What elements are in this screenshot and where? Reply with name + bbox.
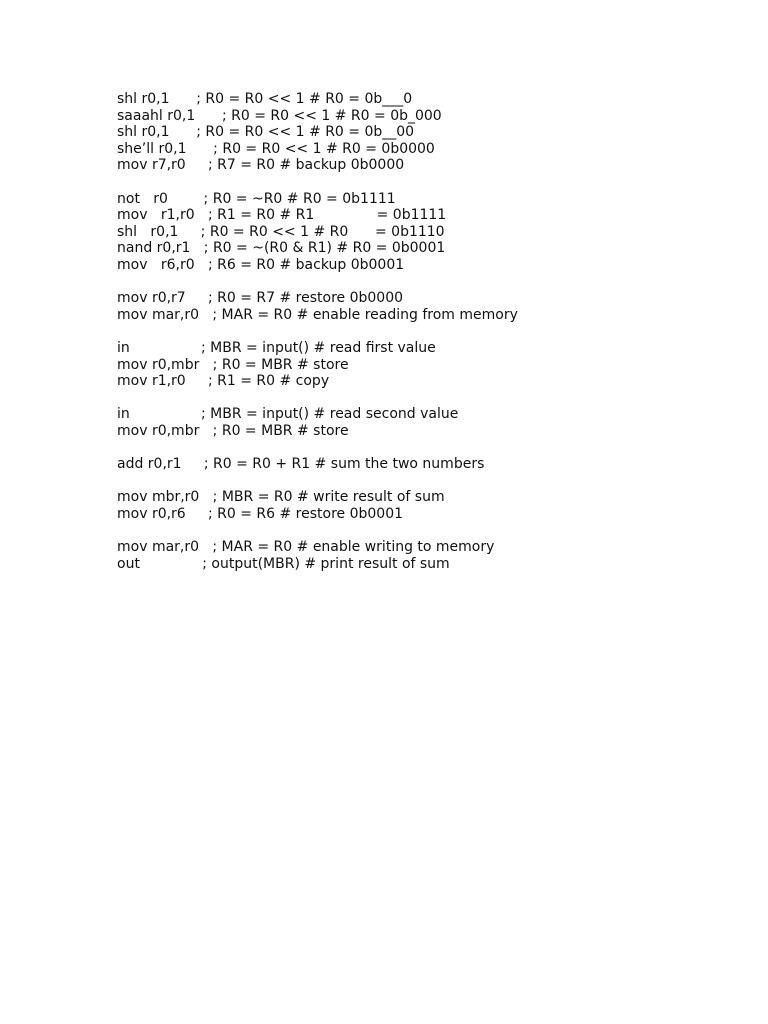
code-line: shl r0,1 ; R0 = R0 << 1 # R0 = 0b__00 (117, 124, 415, 141)
code-line: mov r1,r0 ; R1 = R0 # copy (117, 373, 330, 390)
code-line: mov r6,r0 ; R6 = R0 # backup 0b0001 (117, 256, 405, 273)
blank-line (117, 174, 737, 191)
code-line: mov r0,mbr ; R0 = MBR # store (117, 422, 349, 439)
code-line: nand r0,r1 ; R0 = ~(R0 & R1) # R0 = 0b0001 (117, 240, 446, 257)
blank-line (117, 323, 737, 340)
code-line: out ; output(MBR) # print result of sum (117, 555, 450, 572)
blank-line (117, 390, 737, 407)
code-line: mov mar,r0 ; MAR = R0 # enable writing to memory (117, 539, 495, 556)
code-line: in ; MBR = input() # read first value (117, 339, 436, 356)
code-line: saaahl r0,1 ; R0 = R0 << 1 # R0 = 0b_000 (117, 107, 442, 124)
code-line: mov mar,r0 ; MAR = R0 # enable reading from memory (117, 306, 518, 323)
code-line: mov r7,r0 ; R7 = R0 # backup 0b0000 (117, 157, 405, 174)
code-line: mov r0,r7 ; R0 = R7 # restore 0b0000 (117, 290, 404, 307)
code-line: shl r0,1 ; R0 = R0 << 1 # R0 = 0b___0 (117, 91, 413, 107)
assembly-listing (117, 91, 737, 572)
code-line: mov r0,r6 ; R0 = R6 # restore 0b0001 (117, 505, 404, 522)
code-line: in ; MBR = input() # read second value (117, 406, 459, 423)
blank-line (117, 274, 737, 291)
code-line: mov mbr,r0 ; MBR = R0 # write result of sum (117, 489, 445, 506)
code-line: mov r1,r0 ; R1 = R0 # R1 = 0b1111 (117, 207, 447, 224)
code-line: mov r0,mbr ; R0 = MBR # store (117, 356, 349, 373)
blank-line (117, 439, 737, 456)
blank-line (117, 473, 737, 490)
code-line: shl r0,1 ; R0 = R0 << 1 # R0 = 0b1110 (117, 223, 445, 240)
code-line: not r0 ; R0 = ~R0 # R0 = 0b1111 (117, 190, 396, 207)
code-line: add r0,r1 ; R0 = R0 + R1 # sum the two numbers (117, 456, 485, 473)
blank-line (117, 522, 737, 539)
code-line: she’ll r0,1 ; R0 = R0 << 1 # R0 = 0b0000 (117, 140, 435, 157)
